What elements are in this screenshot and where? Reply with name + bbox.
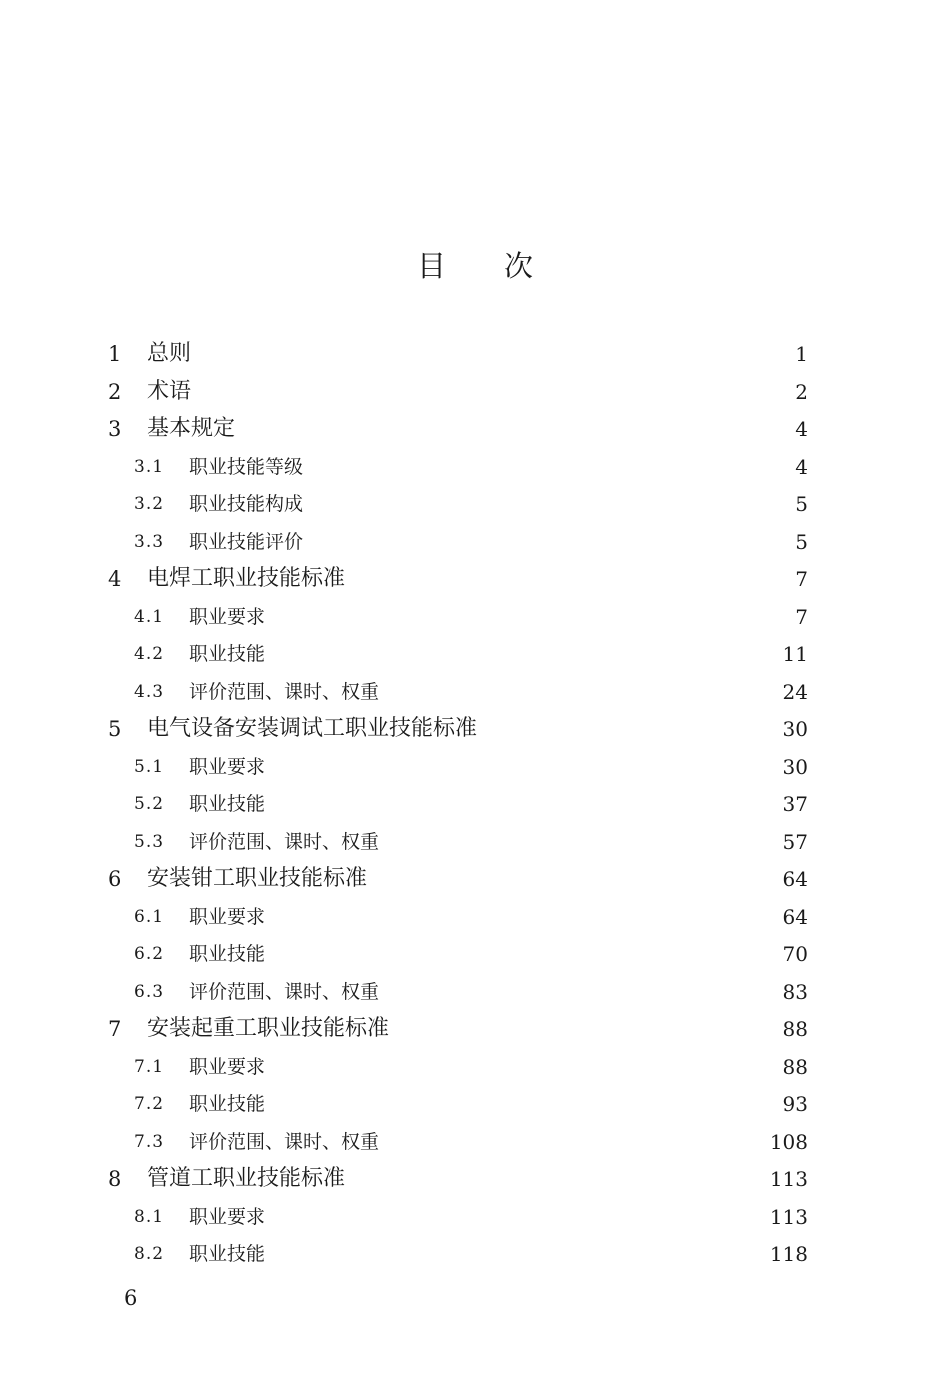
toc-entry[interactable]	[0, 1239, 950, 1269]
toc-entry-label: 评价范围、课时、权重	[189, 1130, 380, 1153]
toc-leader-dots	[391, 1127, 760, 1157]
toc-entry[interactable]	[0, 827, 950, 857]
toc-entry-page: 30	[782, 717, 808, 741]
toc-entry[interactable]	[0, 939, 950, 969]
toc-entry-page: 7	[795, 604, 808, 629]
toc-entry-number: 4.3	[134, 681, 165, 702]
toc-entry[interactable]	[0, 977, 950, 1007]
toc-entry-label: 安装钳工职业技能标准	[147, 866, 368, 891]
toc-entry-number: 3.1	[134, 456, 165, 477]
toc-entry[interactable]	[0, 564, 950, 594]
toc-entry-page: 88	[782, 1017, 808, 1041]
toc-entry[interactable]	[0, 1164, 950, 1194]
title-char-2: 次	[504, 249, 534, 283]
toc-entry-label: 总则	[147, 341, 192, 366]
toc-entry-number: 8	[108, 1167, 122, 1191]
toc-entry-page: 57	[782, 829, 808, 854]
toc-entry-label: 评价范围、课时、权重	[189, 980, 380, 1003]
toc-entry-number: 1	[108, 342, 122, 366]
toc-entry-label: 基本规定	[147, 416, 236, 441]
toc-entry-number: 3	[108, 417, 122, 441]
toc-leader-dots	[357, 1164, 760, 1194]
toc-leader-dots	[203, 377, 785, 407]
toc-entry-page: 5	[795, 529, 808, 554]
toc-entry[interactable]	[0, 1052, 950, 1082]
toc-entry-page: 64	[782, 904, 808, 929]
toc-entry-page: 64	[782, 867, 808, 891]
toc-leader-dots	[401, 1014, 773, 1044]
toc-leader-dots	[277, 1052, 773, 1082]
toc-entry-page: 37	[782, 792, 808, 816]
toc-entry[interactable]	[0, 789, 950, 819]
toc-entry[interactable]	[0, 677, 950, 707]
toc-entry-label: 职业技能评价	[189, 530, 304, 553]
toc-entry[interactable]	[0, 377, 950, 407]
toc-entry-number: 7.1	[134, 1056, 165, 1077]
toc-entry[interactable]	[0, 1089, 950, 1119]
toc-leader-dots	[277, 639, 773, 669]
toc-entry-page: 88	[782, 1054, 808, 1079]
toc-entry-label: 评价范围、课时、权重	[189, 830, 380, 853]
toc-entry-page: 113	[769, 1204, 808, 1229]
toc-entry[interactable]	[0, 902, 950, 932]
toc-entry[interactable]	[0, 489, 950, 519]
toc-entry-number: 8.2	[134, 1244, 165, 1264]
toc-entry-page: 113	[769, 1167, 808, 1191]
toc-entry-page: 5	[795, 492, 808, 516]
toc-entry-number: 4.2	[134, 644, 165, 664]
toc-leader-dots	[277, 1089, 773, 1119]
toc-leader-dots	[277, 939, 773, 969]
toc-entry-number: 6.3	[134, 981, 165, 1002]
toc-leader-dots	[277, 1202, 760, 1232]
toc-entry-number: 7.3	[134, 1131, 165, 1152]
toc-entry-label: 职业要求	[189, 1205, 266, 1228]
toc-leader-dots	[391, 827, 773, 857]
toc-entry-page: 4	[795, 417, 808, 441]
toc-leader-dots	[315, 527, 785, 557]
toc-leader-dots	[391, 977, 773, 1007]
toc-entry-page: 4	[795, 454, 808, 479]
toc-entry-number: 6.2	[134, 944, 165, 964]
toc-entry-label: 职业技能	[189, 943, 266, 965]
toc-leader-dots	[277, 602, 785, 632]
toc-entry-number: 5.2	[134, 794, 165, 814]
toc-entry-number: 2	[108, 379, 122, 404]
toc-entry-number: 5.3	[134, 831, 165, 852]
toc-entry-page: 7	[795, 567, 808, 591]
toc-entry-page: 70	[782, 942, 808, 966]
toc-entry-page: 108	[769, 1129, 808, 1154]
toc-entry[interactable]	[0, 339, 950, 369]
toc-entry[interactable]	[0, 452, 950, 482]
toc-entry[interactable]	[0, 714, 950, 744]
toc-leader-dots	[277, 752, 773, 782]
toc-entry-page: 83	[782, 979, 808, 1004]
toc-entry-page: 2	[795, 379, 808, 404]
toc-entry-number: 8.1	[134, 1206, 165, 1227]
toc-entry-page: 24	[782, 679, 808, 704]
toc-entry[interactable]	[0, 527, 950, 557]
toc-entry-number: 5	[108, 717, 122, 741]
toc-entry-number: 5.1	[134, 756, 165, 777]
toc-entry[interactable]	[0, 602, 950, 632]
toc-entry-label: 职业技能	[189, 793, 266, 815]
toc-entry-label: 职业技能等级	[189, 455, 304, 478]
toc-entry[interactable]	[0, 639, 950, 669]
toc-entry[interactable]	[0, 1202, 950, 1232]
toc-leader-dots	[277, 902, 773, 932]
toc-entry-page: 1	[795, 342, 808, 366]
toc-entry-number: 7	[108, 1017, 122, 1041]
toc-entry-label: 职业要求	[189, 1055, 266, 1078]
toc-entry-label: 职业技能构成	[189, 493, 304, 515]
toc-entry[interactable]	[0, 752, 950, 782]
toc-entry-label: 职业要求	[189, 605, 266, 628]
toc-entry-label: 管道工职业技能标准	[147, 1166, 346, 1191]
toc-entry-page: 11	[782, 642, 808, 666]
toc-entry-label: 术语	[147, 378, 192, 404]
toc-entry[interactable]	[0, 1127, 950, 1157]
toc-entry-label: 电气设备安装调试工职业技能标准	[147, 716, 478, 741]
toc-entry-number: 3.3	[134, 531, 165, 552]
toc-leader-dots	[315, 452, 785, 482]
toc-leader-dots	[203, 339, 785, 369]
toc-entry-page: 93	[782, 1092, 808, 1116]
toc-leader-dots	[489, 714, 773, 744]
toc-entry-number: 6	[108, 867, 122, 891]
toc-entry[interactable]	[0, 414, 950, 444]
toc-leader-dots	[379, 864, 773, 894]
toc-leader-dots	[247, 414, 785, 444]
toc-entry-page: 118	[769, 1242, 808, 1266]
toc-leader-dots	[315, 489, 785, 519]
toc-entry-page: 30	[782, 754, 808, 779]
toc-entry-number: 4	[108, 567, 122, 591]
toc-leader-dots	[357, 564, 785, 594]
toc-entry-label: 职业技能	[189, 1093, 266, 1115]
toc-entry[interactable]	[0, 864, 950, 894]
toc-leader-dots	[277, 1239, 760, 1269]
toc-entry-label: 安装起重工职业技能标准	[147, 1016, 390, 1041]
toc-leader-dots	[277, 789, 773, 819]
toc-entry-label: 职业技能	[189, 1243, 266, 1265]
title-char-1: 目	[416, 249, 446, 283]
toc-leader-dots	[391, 677, 773, 707]
toc-entry-label: 职业技能	[189, 643, 266, 665]
toc-entry-label: 评价范围、课时、权重	[189, 680, 380, 703]
toc-entry-label: 电焊工职业技能标准	[147, 566, 346, 591]
toc-entry-label: 职业要求	[189, 755, 266, 778]
footer-page-number: 6	[124, 1286, 138, 1310]
toc-entry-number: 7.2	[134, 1094, 165, 1114]
toc-entry-number: 6.1	[134, 906, 165, 927]
toc-entry-label: 职业要求	[189, 905, 266, 928]
toc-entry-number: 4.1	[134, 606, 165, 627]
toc-entry-number: 3.2	[134, 494, 165, 514]
toc-entry[interactable]	[0, 1014, 950, 1044]
